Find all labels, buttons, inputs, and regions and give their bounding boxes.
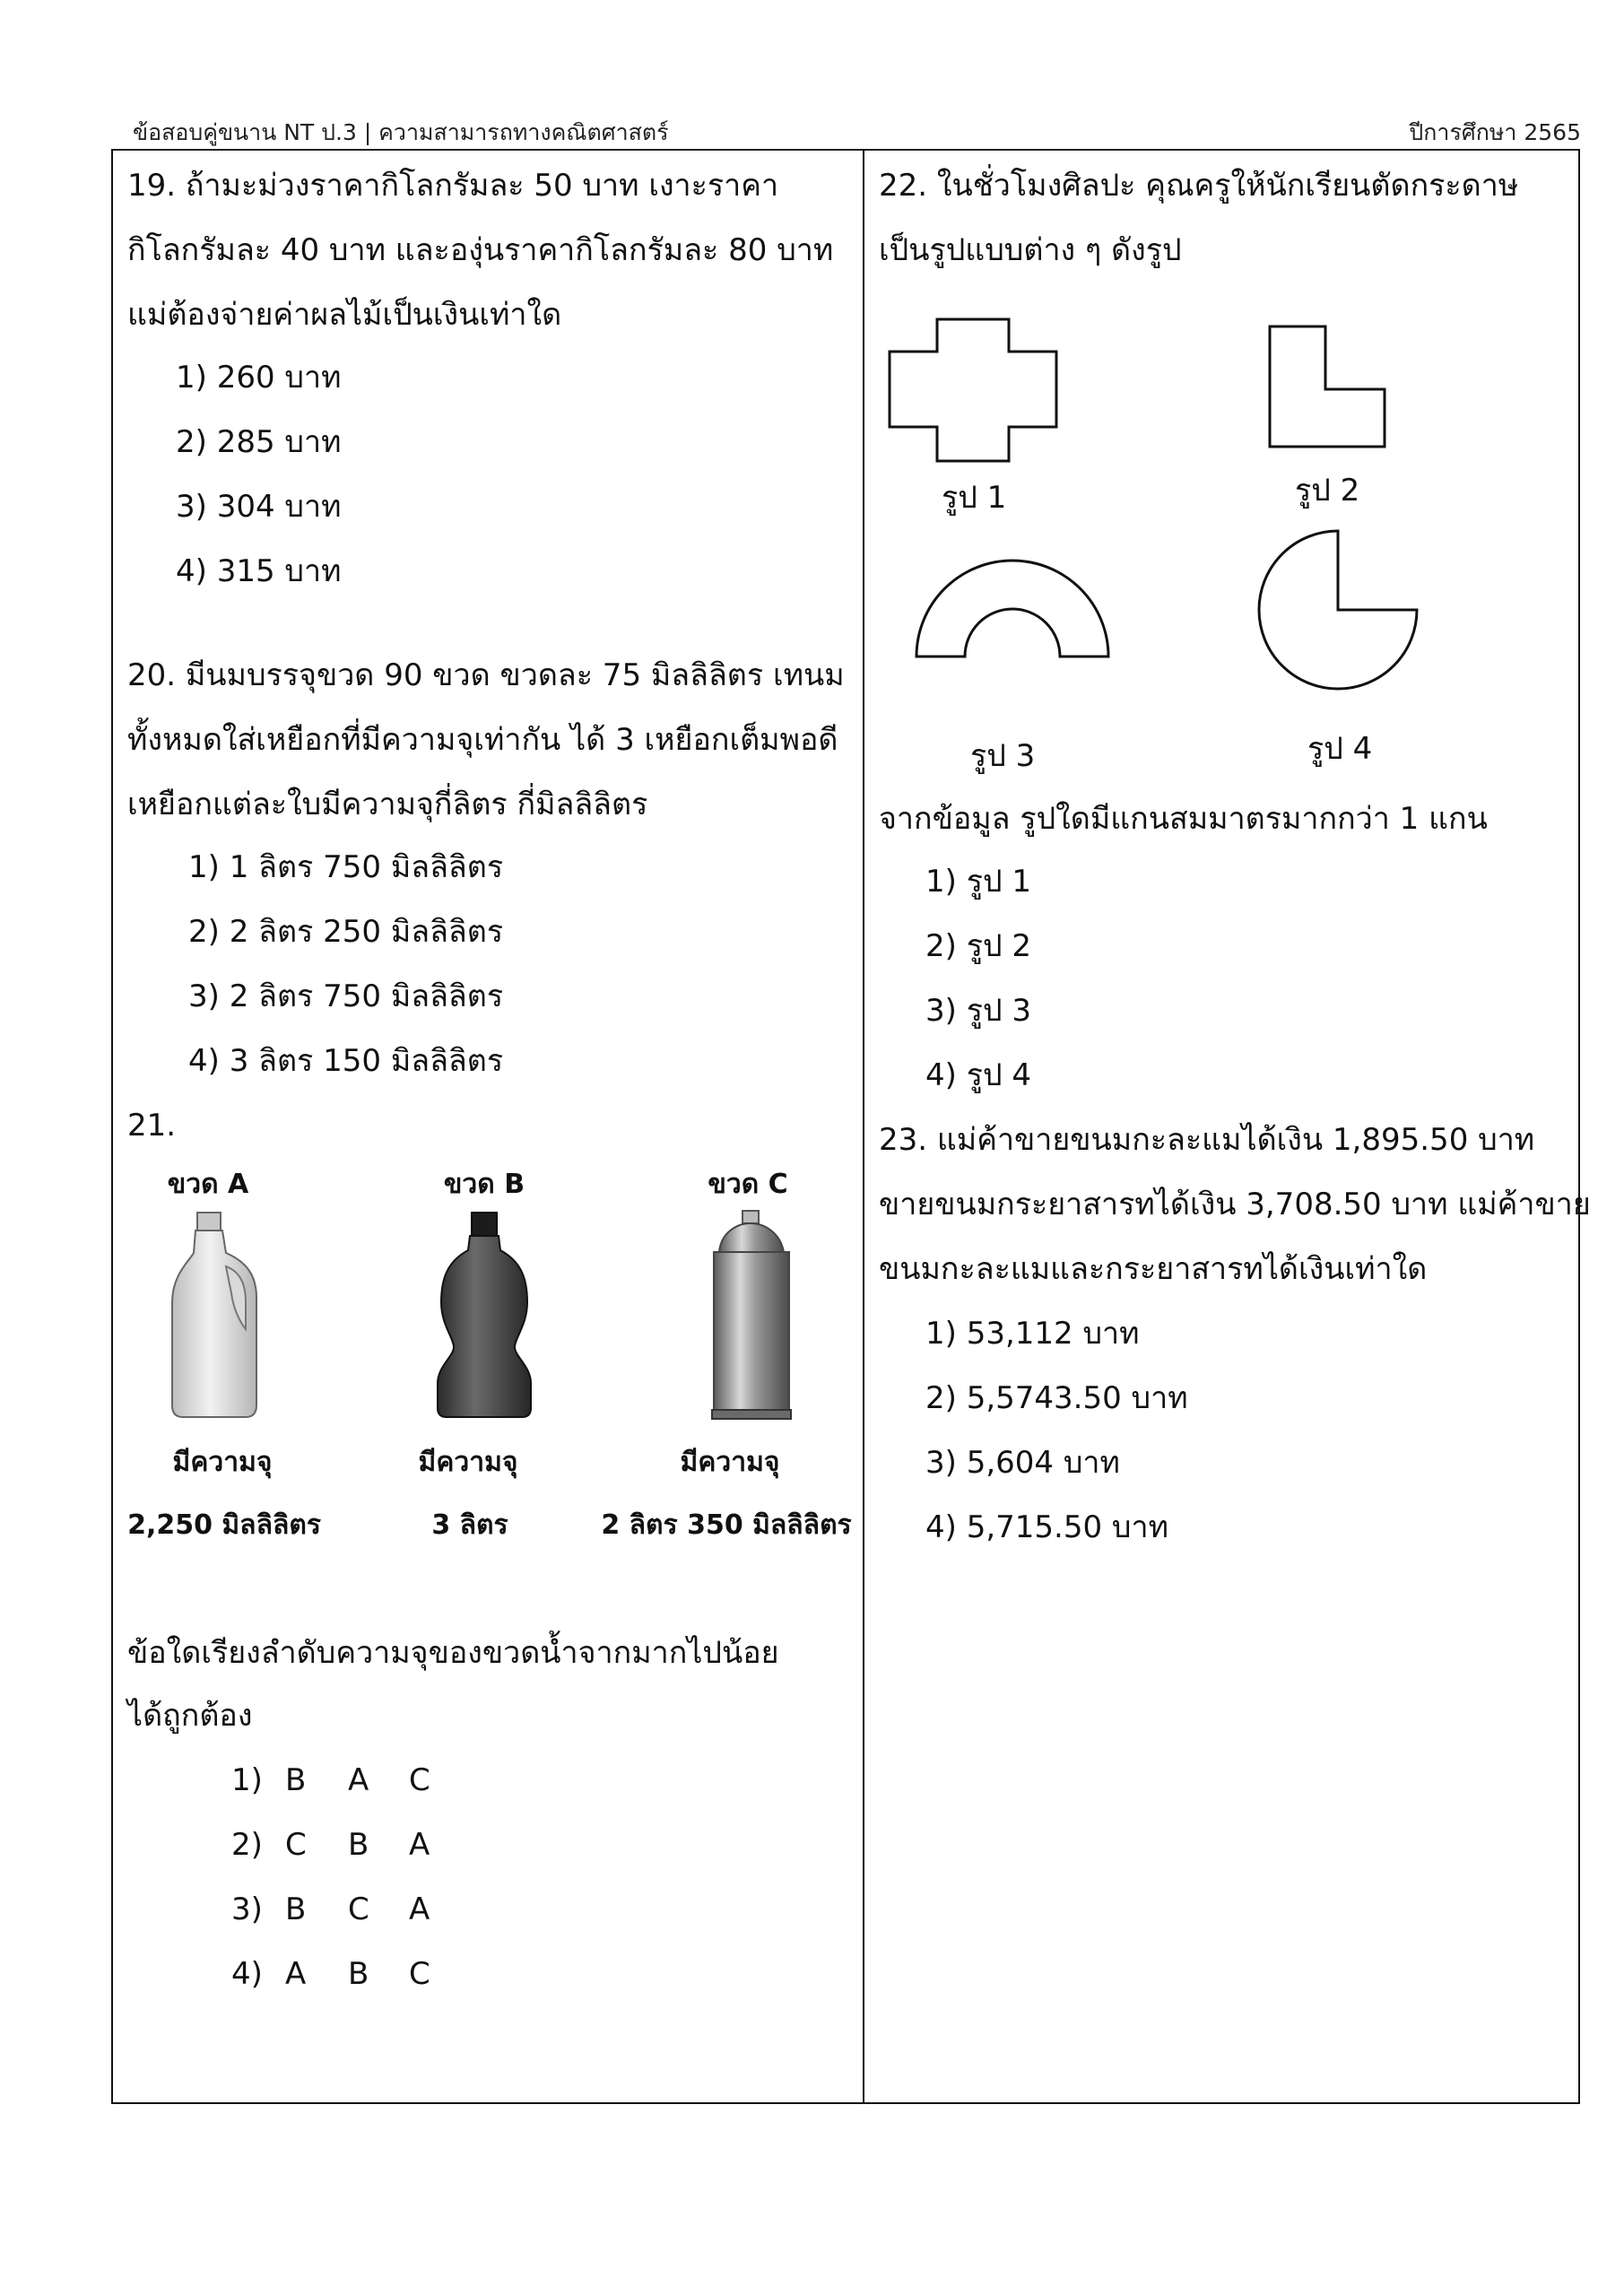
q23-line-3: ขนมกะละแมและกระยาสารทได้เงินเท่าใด xyxy=(879,1251,1428,1287)
q23-option-2[interactable]: 2) 5,5743.50 บาท xyxy=(925,1380,1188,1416)
q20-option-2[interactable]: 2) 2 ลิตร 250 มิลลิลิตร xyxy=(188,914,504,950)
q19-option-3[interactable]: 3) 304 บาท xyxy=(176,489,342,525)
q22-option-1[interactable]: 1) รูป 1 xyxy=(925,864,1031,900)
q23-option-1[interactable]: 1) 53,112 บาท xyxy=(925,1316,1140,1352)
shape-4-pacman xyxy=(1252,529,1424,692)
option-seq-item: B xyxy=(285,1892,307,1927)
bottle-a-cap-title: มีความจุ xyxy=(172,1447,273,1478)
q19-option-4[interactable]: 4) 315 บาท xyxy=(176,553,342,589)
q22-line-2: เป็นรูปแบบต่าง ๆ ดังรูป xyxy=(879,232,1182,268)
q21-question-line-1: ข้อใดเรียงลำดับความจุของขวดน้ำจากมากไปน้อย xyxy=(127,1635,779,1671)
option-seq-item: A xyxy=(409,1827,430,1863)
bottle-c-label: ขวด C xyxy=(708,1169,788,1200)
bottle-a-image xyxy=(170,1213,260,1419)
option-seq-item: B xyxy=(348,1956,369,1992)
option-number: 4) xyxy=(231,1956,263,1992)
q21-number: 21. xyxy=(127,1108,177,1144)
q22-line-1: 22. ในชั่วโมงศิลปะ คุณครูให้นักเรียนตัดกระดาษ xyxy=(879,168,1519,204)
bottle-c-capacity: 2 ลิตร 350 มิลลิลิตร xyxy=(601,1509,852,1541)
q21-question-line-2: ได้ถูกต้อง xyxy=(127,1698,253,1734)
shape-3-arch xyxy=(913,554,1112,660)
q19-line-3: แม่ต้องจ่ายค่าผลไม้เป็นเงินเท่าใด xyxy=(127,297,562,333)
q20-option-1[interactable]: 1) 1 ลิตร 750 มิลลิลิตร xyxy=(188,849,504,885)
q23-option-3[interactable]: 3) 5,604 บาท xyxy=(925,1445,1120,1481)
option-number: 1) xyxy=(231,1762,263,1798)
q23-option-4[interactable]: 4) 5,715.50 บาท xyxy=(925,1509,1169,1545)
option-seq-item: A xyxy=(285,1956,307,1992)
bottle-b-label: ขวด B xyxy=(443,1169,525,1200)
q19-line-1: 19. ถ้ามะม่วงราคากิโลกรัมละ 50 บาท เงาะราคา xyxy=(127,168,779,204)
option-seq-item: C xyxy=(409,1762,430,1798)
bottle-a-capacity: 2,250 มิลลิลิตร xyxy=(127,1509,321,1541)
option-seq-item: B xyxy=(285,1762,307,1798)
header-subject: ข้อสอบคู่ขนาน NT ป.3 | ความสามารถทางคณิตศาสตร์ xyxy=(133,119,669,145)
bottle-c-cap-title: มีความจุ xyxy=(680,1447,780,1478)
q20-option-4[interactable]: 4) 3 ลิตร 150 มิลลิลิตร xyxy=(188,1043,504,1079)
bottle-a-label: ขวด A xyxy=(167,1169,249,1200)
q22-option-4[interactable]: 4) รูป 4 xyxy=(925,1057,1031,1093)
q20-line-1: 20. มีนมบรรจุขวด 90 ขวด ขวดละ 75 มิลลิลิตร เทนม xyxy=(127,657,845,693)
shape-2-l-shape xyxy=(1268,325,1386,448)
option-seq-item: B xyxy=(348,1827,369,1863)
q22-option-3[interactable]: 3) รูป 3 xyxy=(925,993,1031,1029)
shape-4-label: รูป 4 xyxy=(1307,731,1373,767)
shape-3-label: รูป 3 xyxy=(970,738,1036,774)
shape-2-label: รูป 2 xyxy=(1295,473,1360,509)
option-seq-item: C xyxy=(285,1827,307,1863)
column-divider xyxy=(863,149,864,2104)
q23-line-2: ขายขนมกระยาสารทได้เงิน 3,708.50 บาท แม่ค้าขาย xyxy=(879,1187,1591,1222)
option-number: 2) xyxy=(231,1827,263,1863)
q20-line-3: เหยือกแต่ละใบมีความจุกี่ลิตร กี่มิลลิลิตร xyxy=(127,787,648,822)
option-seq-item: C xyxy=(409,1956,430,1992)
bottle-b-cap-title: มีความจุ xyxy=(418,1447,518,1478)
q22-option-2[interactable]: 2) รูป 2 xyxy=(925,928,1031,964)
header-year: ปีการศึกษา 2565 xyxy=(1409,119,1581,145)
bottle-c-image xyxy=(708,1211,795,1421)
option-number: 3) xyxy=(231,1892,263,1927)
bottle-b-image xyxy=(434,1213,534,1419)
shape-1-cross xyxy=(888,317,1058,463)
q22-question: จากข้อมูล รูปใดมีแกนสมมาตรมากกว่า 1 แกน xyxy=(879,801,1488,837)
q23-line-1: 23. แม่ค้าขายขนมกะละแมได้เงิน 1,895.50 บาท xyxy=(879,1122,1535,1158)
option-seq-item: C xyxy=(348,1892,369,1927)
shape-1-label: รูป 1 xyxy=(942,480,1007,516)
q19-option-1[interactable]: 1) 260 บาท xyxy=(176,360,342,396)
option-seq-item: A xyxy=(409,1892,430,1927)
option-seq-item: A xyxy=(348,1762,369,1798)
q19-line-2: กิโลกรัมละ 40 บาท และองุ่นราคากิโลกรัมละ 80 บาท xyxy=(127,232,834,268)
q20-line-2: ทั้งหมดใส่เหยือกที่มีความจุเท่ากัน ได้ 3 เหยือกเต็มพอดี xyxy=(127,722,838,758)
q20-option-3[interactable]: 3) 2 ลิตร 750 มิลลิลิตร xyxy=(188,978,504,1014)
q19-option-2[interactable]: 2) 285 บาท xyxy=(176,424,342,460)
bottle-b-capacity: 3 ลิตร xyxy=(431,1509,508,1541)
